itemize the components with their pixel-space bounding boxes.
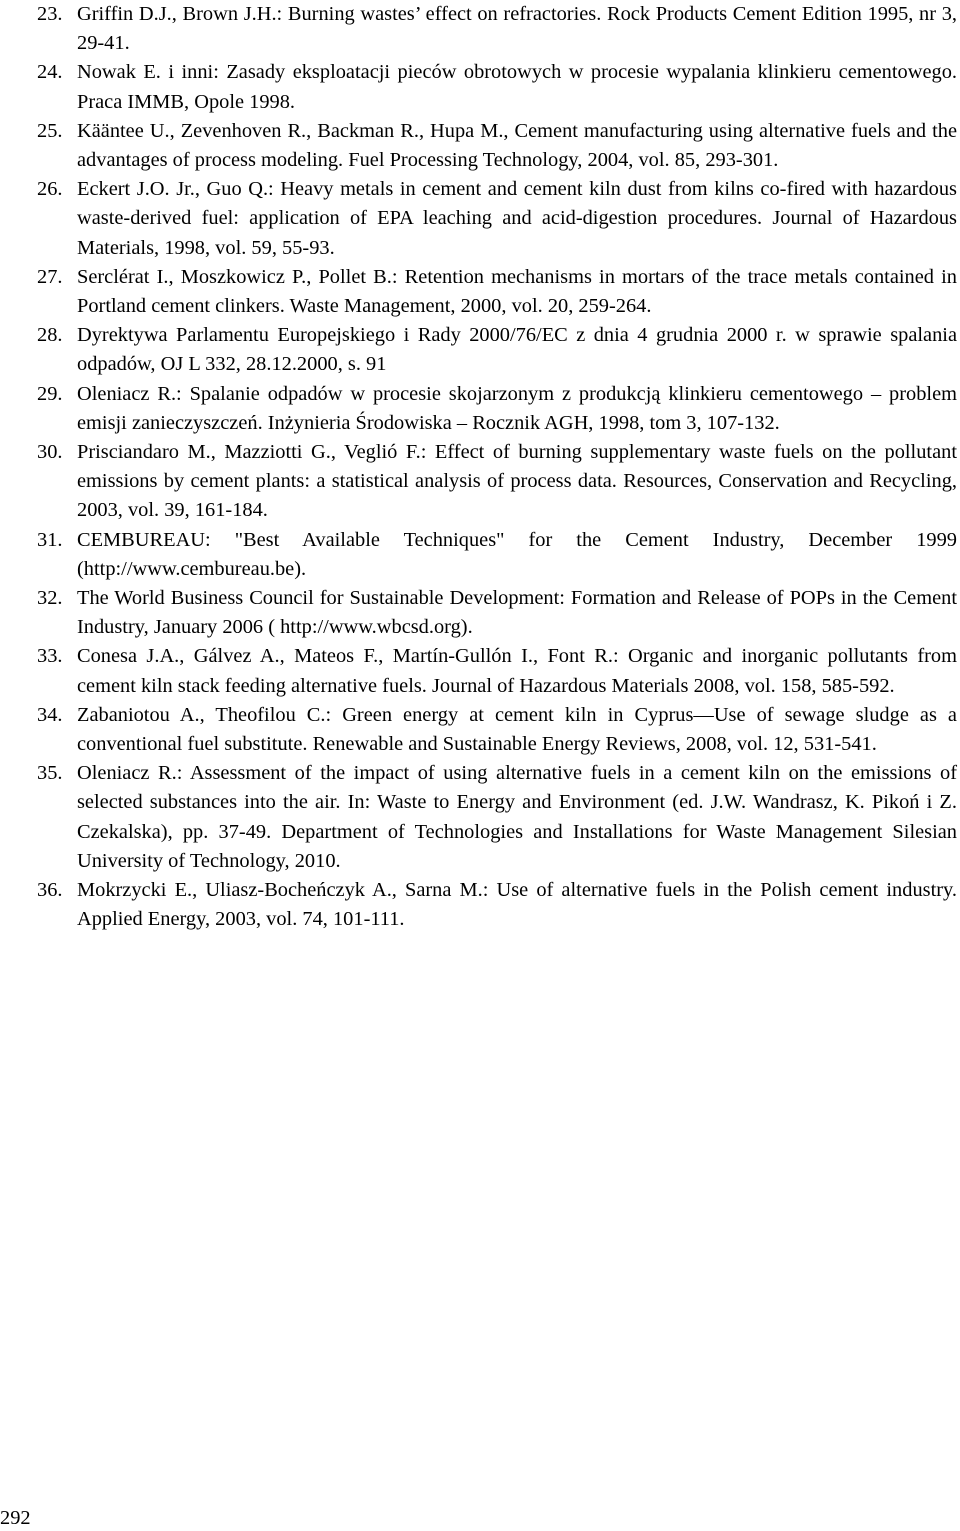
reference-text: Griffin D.J., Brown J.H.: Burning wastes’ effect on refractories. Rock Products Cement Edition 1995, nr 3, 29-41.	[77, 3, 957, 55]
reference-text: Kääntee U., Zevenhoven R., Backman R., Hupa M., Cement manufacturing using alternative fuels and the advantages of process modeling. Fuel Processing Technology, 2004, vol. 85, 293-301.	[77, 119, 957, 172]
reference-number: 25.	[37, 119, 63, 142]
reference-text: Mokrzycki E., Uliasz-Bocheńczyk A., Sarna M.: Use of alternative fuels in the Polish cement industry. Applied Energy, 2003, vol. 74, 101-111.	[77, 879, 957, 931]
reference-text: Eckert J.O. Jr., Guo Q.: Heavy metals in cement and cement kiln dust from kilns co-fired with hazardous waste-derived fuel: application of EPA leaching and acid-digestion procedures. Journal of Hazardous Materials, 1998, vol. 59, 55-93.	[77, 178, 957, 259]
reference-item	[37, 58, 957, 116]
reference-text: CEMBUREAU: "Best Available Techniques" for the Cement Industry, December 1999 (http://www.cembureau.be).	[77, 528, 957, 580]
reference-number: 32.	[37, 587, 63, 610]
reference-number: 30.	[37, 441, 63, 464]
reference-number: 35.	[37, 762, 63, 785]
reference-item	[37, 876, 957, 934]
reference-item	[37, 175, 957, 263]
reference-text: Oleniacz R.: Spalanie odpadów w procesie skojarzonym z produkcją klinkieru cementowego – problem emisji zanieczyszczeń. Inżynieria Środowiska – Rocznik AGH, 1998, tom 3, 107-132.	[77, 382, 957, 434]
reference-text: Nowak E. i inni: Zasady eksploatacji pieców obrotowych w procesie wypalania klinkieru cementowego. Praca IMMB, Opole 1998.	[77, 61, 957, 113]
reference-text: Zabaniotou A., Theofilou C.: Green energy at cement kiln in Cyprus—Use of sewage sludge as a conventional fuel substitute. Renewable and Sustainable Energy Reviews, 2008, vol. 12, 531-541.	[77, 703, 957, 756]
reference-item	[37, 701, 957, 759]
reference-number: 26.	[37, 178, 63, 201]
reference-number: 28.	[37, 324, 63, 347]
reference-number: 33.	[37, 645, 63, 668]
reference-list	[37, 0, 957, 935]
reference-item	[37, 759, 957, 876]
reference-item	[37, 526, 957, 584]
reference-number: 27.	[37, 265, 63, 288]
page-number: 292	[0, 1507, 31, 1529]
reference-item	[37, 438, 957, 526]
reference-number: 24.	[37, 61, 63, 84]
reference-number: 31.	[37, 528, 63, 551]
reference-item	[37, 0, 957, 58]
reference-item	[37, 380, 957, 438]
reference-text: Serclérat I., Moszkowicz P., Pollet B.: Retention mechanisms in mortars of the trace metals contained in Portland cement clinkers. Waste Management, 2000, vol. 20, 259-264.	[77, 265, 957, 318]
reference-text: Dyrektywa Parlamentu Europejskiego i Rady 2000/76/EC z dnia 4 grudnia 2000 r. w sprawie spalania odpadów, OJ L 332, 28.12.2000, s. 91	[77, 324, 957, 376]
reference-item	[37, 263, 957, 321]
reference-item	[37, 117, 957, 175]
reference-item	[37, 584, 957, 642]
reference-number: 23.	[37, 3, 63, 25]
reference-item	[37, 321, 957, 379]
reference-text: Prisciandaro M., Mazziotti G., Veglió F.: Effect of burning supplementary waste fuels on the pollutant emissions by cement plants: a statistical analysis of process data. Resources, Conservation and Recycling, 2003, vol. 39, 161-184.	[77, 441, 957, 522]
reference-text: Oleniacz R.: Assessment of the impact of using alternative fuels in a cement kiln on the emissions of selected substances into the air. In: Waste to Energy and Environment (ed. J.W. Wandrasz, K. Pikoń i Z. Czekalska), pp. 37-49. Department of Technologies and Installations for Waste Management Silesian University of Technology, 2010.	[77, 762, 957, 872]
reference-item	[37, 642, 957, 700]
reference-number: 34.	[37, 703, 63, 726]
reference-number: 29.	[37, 382, 63, 405]
reference-text: The World Business Council for Sustainable Development: Formation and Release of POPs in the Cement Industry, January 2006 ( http://www.wbcsd.org).	[77, 587, 957, 639]
reference-text: Conesa J.A., Gálvez A., Mateos F., Martín-Gullón I., Font R.: Organic and inorganic pollutants from cement kiln stack feeding alternative fuels. Journal of Hazardous Materials 2008, vol. 158, 585-592.	[77, 645, 957, 697]
reference-number: 36.	[37, 879, 63, 902]
